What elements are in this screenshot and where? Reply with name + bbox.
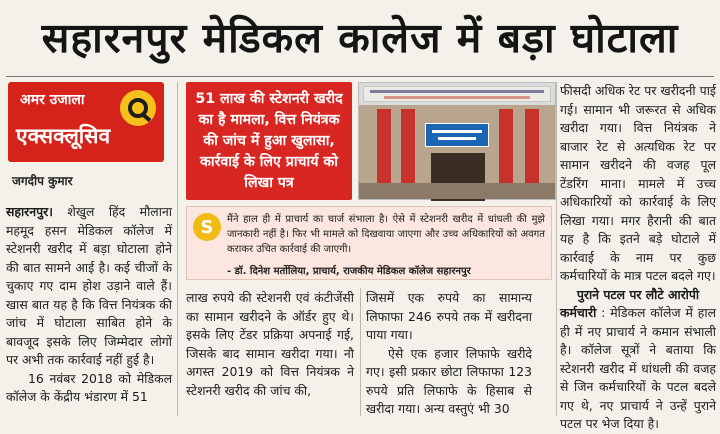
headline-rule <box>6 76 714 77</box>
brand-badge <box>8 82 164 162</box>
col4-subheading: पुराने पटल पर लौटे आरोपी <box>576 286 700 302</box>
col1-paragraph-1: शेखुल हिंद मौलाना महमूद हसन मेडिकल कॉलेज में स्टेशनरी खरीद में बड़ा घोटाला होने की बात सामने आई है। कई चीजों के चुकाए गए दाम होश उड़ाने वाले हैं। खास बात यह है कि वित्त नियंत्रक की जांच में घोटाला साबित होने के बावजूद इसके लिए जिम्मेदार लोगों पर अभी तक कार्रवाई नहीं हुई है। <box>6 204 172 367</box>
article-column-1 <box>6 203 172 407</box>
principal-quote-box <box>186 206 552 280</box>
article-column-2 <box>186 289 354 400</box>
col4-paragraph-1: फीसदी अधिक रेट पर खरीदनी पाई गई। सामान भी जरूरत से अधिक खरीदा गया। वित्त नियंत्रक ने बाजार रेट से अत्यधिक रेट पर सामान खरीदने की वजह पूल टेंडरिंग माना। मामले में उच्च अधिकारियों को कार्रवाई के लिए लिखा गया। मगर हैरानी की बात यह है कि इतने बड़े घोटाले में कार्रवाई के नाम पर कुछ कर्मचारियों के मात्र पटल बदले गए। <box>560 83 716 283</box>
col4-subheading-cont: कर्मचारी <box>560 305 597 320</box>
highlight-callout: 51 लाख की स्टेशनरी खरीद का है मामला, वित्त नियंत्रक की जांच में हुआ खुलासा, कार्रवाई के लिए प्राचार्य को लिखा पत्र <box>186 82 352 200</box>
quote-text: मैंने हाल ही में प्राचार्य का चार्ज संभाला है। ऐसे में स्टेशनरी खरीद में धांधली की मुझे जानकारी नहीं है। फिर भी मामले को दिखवाया जाएगा और उच्च अधिकारियों को अवगत कराकर उचित कार्रवाई की जाएगी। <box>227 214 545 255</box>
quote-attribution: - डॉ. दिनेश मर्तोलिया, प्राचार्य, राजकीय मेडिकल कॉलेज सहारनपुर <box>227 266 471 277</box>
quote-icon: S <box>193 213 221 241</box>
dateline: सहारनपुर। <box>6 204 53 219</box>
brand-tag: एक्सक्लूसिव <box>16 124 111 148</box>
byline: जगदीप कुमार <box>12 174 73 188</box>
article-column-3 <box>366 289 532 419</box>
col3-paragraph-1: जिसमें एक रुपये का सामान्य लिफाफा 246 रुपये तक में खरीदना पाया गया। <box>366 290 532 342</box>
col3-paragraph-2: ऐसे एक हजार लिफाफे खरीदे गए। इसी प्रकार छोटा लिफाफा 123 रुपये प्रति लिफाफे के हिसाब से खरीदा गया। अन्य वस्तुएं भी 30 <box>366 345 532 416</box>
brand-name: अमर उजाला <box>20 92 85 108</box>
article-column-4 <box>560 82 716 434</box>
col1-paragraph-2: 16 नवंबर 2018 को मेडिकल कॉलेज के केंद्रीय भंडारण में 51 <box>6 370 172 404</box>
col4-paragraph-2: : मेडिकल कॉलेज में हाल ही में नए प्राचार्य ने कमान संभाली है। कॉलेज सूत्रों ने बताया कि स्टेशनरी खरीद में धांधली की वजह से जिन कर्मचारियों के पटल बदले गए थे, नए प्राचार्य ने उन्हें पुराने पटल पर भेज दिया है। <box>560 305 716 431</box>
headline: सहारनपुर मेडिकल कालेज में बड़ा घोटाला <box>41 14 679 62</box>
column-divider <box>556 82 557 416</box>
magnifier-logo-icon <box>120 90 156 126</box>
column-divider <box>360 288 361 416</box>
college-building-photo <box>358 82 556 200</box>
column-divider <box>177 82 178 416</box>
col2-paragraph-1: लाख रुपये की स्टेशनरी एवं कंटीजेंसी का सामान खरीदने के ऑर्डर हुए थे। इसके लिए टेंडर प्रक्रिया अपनाई गई, जिसके बाद सामान खरीदा गया। नौ अगस्त 2019 को वित्त नियंत्रक ने स्टेशनरी खरीद की जांच की, <box>186 290 354 398</box>
